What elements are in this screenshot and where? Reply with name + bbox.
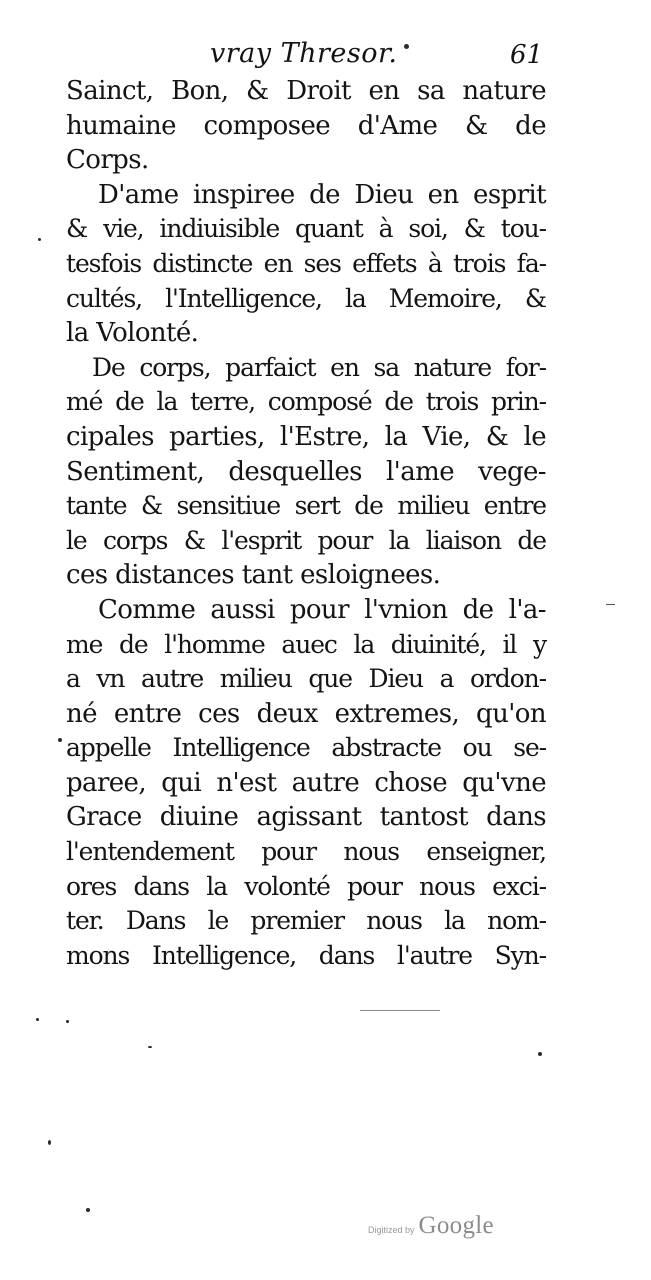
scan-speck — [148, 1046, 152, 1048]
text-line: Sentiment, desquelles l'ame vege- — [66, 456, 546, 487]
scan-speck — [86, 1208, 90, 1212]
text-line: ores dans la volonté pour nous exci- — [66, 871, 546, 901]
text-line: humaine composee d'Ame & de — [66, 110, 546, 141]
text-line: tesfois distincte en ses effets à trois fa- — [66, 248, 546, 278]
text-line: ter. Dans le premier nous la nom- — [66, 906, 546, 936]
text-line: mons Intelligence, dans l'autre Syn- — [66, 940, 546, 970]
running-head-title: vray Thresor. — [210, 38, 398, 69]
google-logo-text: Google — [418, 1212, 494, 1239]
scan-speck — [404, 44, 409, 49]
paragraph-1 — [66, 74, 546, 178]
paragraph-3 — [66, 351, 546, 593]
text-line: cultés, l'Intelligence, la Memoire, & — [66, 283, 546, 313]
text-line: l'entendement pour nous enseigner, — [66, 837, 546, 867]
text-line: paree, qui n'est autre chose qu'vne — [66, 767, 546, 798]
text-line: a vn autre milieu que Dieu a ordon- — [66, 664, 546, 694]
page-number: 61 — [510, 40, 544, 70]
scan-speck — [38, 238, 41, 241]
text-line: Grace diuine agissant tantost dans — [66, 802, 546, 833]
paragraph-4 — [66, 593, 546, 974]
text-line: me de l'homme auec la diuinité, il y — [66, 629, 546, 659]
scan-speck — [58, 738, 62, 742]
text-line: mé de la terre, composé de trois prin- — [66, 387, 546, 417]
text-line: né entre ces deux extremes, qu'on — [66, 698, 546, 729]
text-line: Sainct, Bon, & Droit en sa nature — [66, 76, 546, 106]
text-line: cipales parties, l'Estre, la Vie, & le — [66, 421, 546, 452]
text-line: Comme aussi pour l'vnion de l'a- — [98, 594, 546, 625]
scan-speck — [36, 1018, 39, 1021]
text-line: De corps, parfaict en sa nature for- — [92, 352, 546, 382]
text-line: la Volonté. — [66, 318, 199, 349]
scan-mark — [606, 604, 615, 605]
scan-speck — [48, 1140, 51, 1145]
text-line: le corps & l'esprit pour la liaison de — [66, 525, 546, 555]
scan-speck — [538, 1052, 542, 1056]
digitized-by-label: Digitized by — [368, 1225, 415, 1235]
text-line: ces distances tant esloignees. — [66, 560, 441, 591]
text-line: Corps. — [66, 145, 149, 176]
text-line: appelle Intelligence abstracte ou se- — [66, 733, 546, 763]
text-line: tante & sensitiue sert de milieu entre — [66, 491, 546, 521]
paragraph-2 — [66, 178, 546, 351]
google-watermark — [368, 1212, 494, 1240]
text-line: & vie, indiuisible quant à soi, & tou- — [66, 214, 546, 244]
scan-speck — [66, 1020, 69, 1023]
body-text — [66, 74, 546, 973]
scan-mark — [360, 1010, 440, 1011]
text-line: D'ame inspiree de Dieu en esprit — [98, 179, 546, 210]
